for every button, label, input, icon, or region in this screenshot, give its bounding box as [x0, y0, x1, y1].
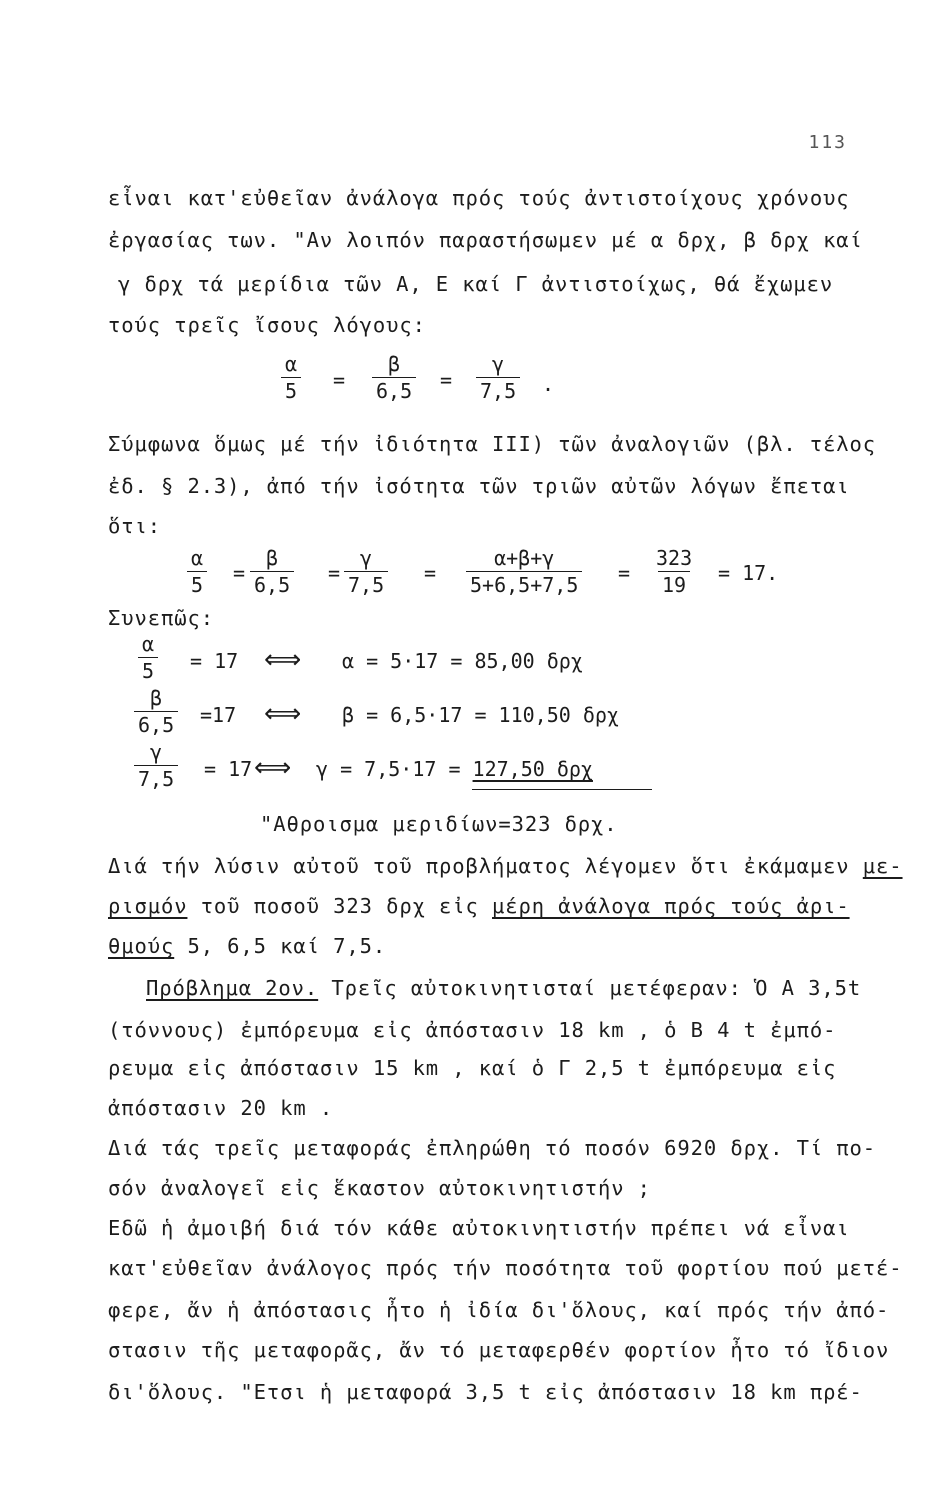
row-calculation: α = 5·17 = 85,00 δρχ — [342, 649, 583, 673]
row-calculation: β = 6,5·17 = 110,50 δρχ — [342, 703, 619, 727]
equals-sign: = — [233, 561, 246, 585]
row-equals: = 17 — [190, 649, 239, 673]
text-line: Εδῶ ἡ ἀμοιβή διά τόν κάθε αὐτοκινητιστήν πρέπει νά εἶναι — [108, 1216, 850, 1240]
text-line: ρευμα εἰς ἀπόστασιν 15 km , καί ὁ Γ 2,5 t ἐμπόρευμα εἰς — [108, 1056, 837, 1080]
fraction-gamma-7-5: $\frac{\gamma}{7,5}$ — [476, 354, 520, 401]
text-line: ἐργασίας των. "Αν λοιπόν παραστήσωμεν μέ α δρχ, β δρχ καί — [108, 228, 863, 252]
sum-rule — [472, 789, 652, 790]
fraction-alpha-5: $\frac{\alpha}{5}$ — [281, 354, 301, 401]
double-arrow-icon: ⟺ — [254, 753, 292, 783]
equals-sign: = — [440, 368, 453, 392]
fraction-sum: $\frac{\alpha+\beta+\gamma}{5+6,5+7,5}$ — [466, 548, 582, 595]
text-line: γ δρχ τά μερίδια τῶν Α, Ε καί Γ ἀντιστοίχως, θά ἔχωμεν — [118, 272, 834, 296]
row-equals: =17 — [200, 703, 237, 727]
therefore-label: Συνεπῶς: — [108, 606, 214, 630]
text-line: ὅτι: — [108, 514, 161, 538]
row-calculation: γ = 7,5·17 = 127,50 δρχ — [316, 757, 593, 781]
text-line: κατ'εὐθεῖαν ἀνάλογος πρός τήν ποσότητα τοῦ φορτίου πού μετέ- — [108, 1256, 903, 1280]
text-line: Σύμφωνα ὅμως μέ τήν ἰδιότητα III) τῶν ἀναλογιῶν (βλ. τέλος — [108, 432, 877, 456]
double-arrow-icon: ⟺ — [264, 645, 302, 675]
equals-sign: = — [328, 561, 341, 585]
text-line: δι'ὅλους. "Ετσι ἡ μεταφορά 3,5 t εἰς ἀπόστασιν 18 km πρέ- — [108, 1380, 863, 1404]
text-line: ρισμόν τοῦ ποσοῦ 323 δρχ εἰς μέρη ἀνάλογα πρός τούς ἀρι- — [108, 894, 850, 918]
fraction-gamma-7-5: $\frac{\gamma}{7,5}$ — [134, 742, 178, 789]
equals-sign: = — [618, 561, 631, 585]
problem-title: Πρόβλημα 2ον. — [146, 976, 319, 1000]
text-line: φερε, ἄν ἡ ἀπόστασις ἦτο ἡ ἰδία δι'ὅλους, καί πρός τήν ἀπό- — [108, 1298, 890, 1322]
text-line: θμούς 5, 6,5 καί 7,5. — [108, 934, 387, 958]
text-line: Διά τήν λύσιν αὐτοῦ τοῦ προβλήματος λέγομεν ὅτι ἐκάμαμεν με- — [108, 854, 903, 878]
text-line: ἐδ. § 2.3), ἀπό τήν ἰσότητα τῶν τριῶν αὐτῶν λόγων ἔπεται — [108, 474, 850, 498]
result-17: = 17. — [718, 561, 779, 585]
equals-sign: = — [333, 368, 346, 392]
text-line: σόν ἀναλογεῖ εἰς ἕκαστον αὐτοκινητιστήν ; — [108, 1176, 651, 1200]
row-equals: = 17 — [204, 757, 253, 781]
fraction-beta-6-5: $\frac{\beta}{6,5}$ — [250, 548, 294, 595]
text-line: εἶναι κατ'εὐθεῖαν ἀνάλογα πρός τούς ἀντιστοίχους χρόνους — [108, 186, 850, 210]
text-line: Διά τάς τρεῖς μεταφοράς ἐπληρώθη τό ποσόν 6920 δρχ. Τί πο- — [108, 1136, 877, 1160]
fraction-beta-6-5: $\frac{\beta}{6,5}$ — [372, 354, 416, 401]
page-number: 113 — [808, 132, 847, 153]
fraction-gamma-7-5: $\frac{\gamma}{7,5}$ — [344, 548, 388, 595]
equals-sign: = — [424, 561, 437, 585]
fraction-alpha-5: $\frac{\alpha}{5}$ — [138, 634, 158, 681]
double-arrow-icon: ⟺ — [264, 699, 302, 729]
text-line: στασιν τῆς μεταφορᾶς, ἄν τό μεταφερθέν φορτίον ἦτο τό ἴδιον — [108, 1338, 890, 1362]
sum-of-shares: "Αθροισμα μεριδίων=323 δρχ. — [260, 812, 618, 836]
text-line: ἀπόστασιν 20 km . — [108, 1096, 334, 1120]
fraction-beta-6-5: $\frac{\beta}{6,5}$ — [134, 688, 178, 735]
text-line: τούς τρεῖς ἴσους λόγους: — [108, 313, 426, 337]
text-line: (τόννους) ἐμπόρευμα εἰς ἀπόστασιν 18 km , ὁ Β 4 t ἐμπό- — [108, 1018, 837, 1042]
fraction-323-19: $\frac{323}{19}$ — [656, 546, 693, 597]
fraction-alpha-5: $\frac{\alpha}{5}$ — [187, 548, 207, 595]
problem-heading: Πρόβλημα 2ον. Τρεῖς αὐτοκινητισταί μετέφεραν: Ὁ Α 3,5t — [146, 976, 862, 1000]
period: . — [542, 372, 555, 396]
